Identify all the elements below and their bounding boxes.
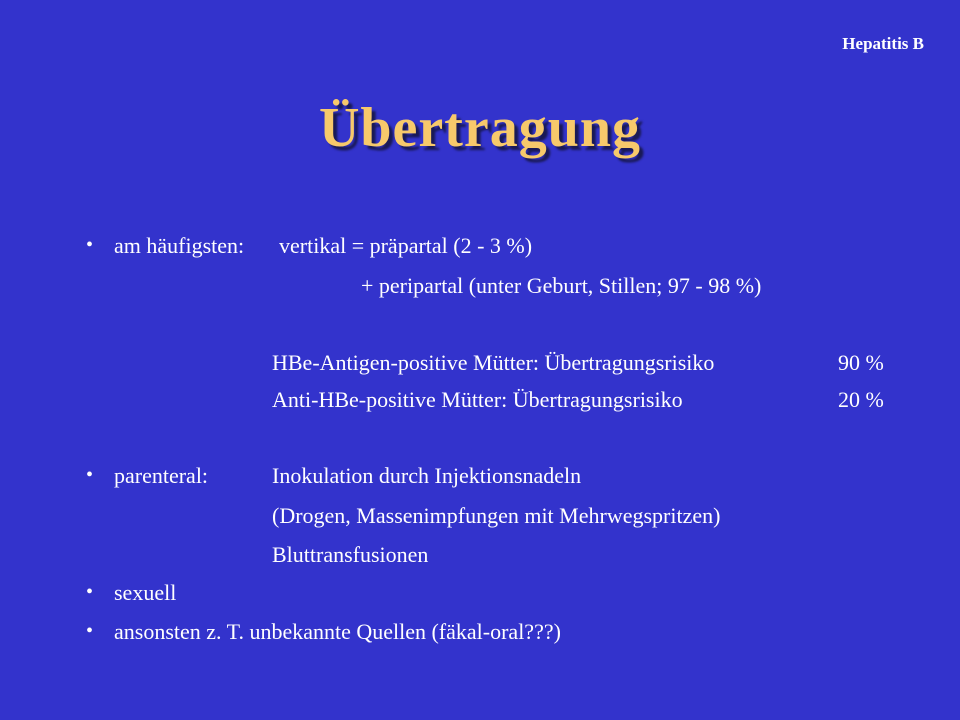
- bullet-2-line: (Drogen, Massenimpfungen mit Mehrwegspritzen): [272, 503, 721, 528]
- bullet-1-label: am häufigsten:: [114, 233, 245, 258]
- risk-row-value: 20 %: [838, 387, 884, 412]
- bullet-2-label: parenteral:: [114, 463, 209, 488]
- bullet-1-text: vertikal = präpartal (2 - 3 %): [279, 233, 533, 258]
- risk-row-label: Anti-HBe-positive Mütter: Übertragungsrisiko: [272, 387, 683, 412]
- slide-corner-label: Hepatitis B: [842, 34, 924, 53]
- bullet-3-text: sexuell: [114, 580, 177, 605]
- bullet-marker: •: [86, 581, 94, 603]
- bullet-marker: •: [86, 620, 94, 642]
- bullet-1-continuation: + peripartal (unter Geburt, Stillen; 97 - 98 %): [361, 273, 762, 298]
- bullet-2-line: Bluttransfusionen: [272, 542, 429, 567]
- bullet-marker: •: [86, 234, 94, 256]
- slide-title: Übertragung: [318, 97, 642, 159]
- bullet-marker: •: [86, 464, 94, 486]
- bullet-4-text: ansonsten z. T. unbekannte Quellen (fäkal-oral???): [114, 619, 561, 644]
- risk-row-label: HBe-Antigen-positive Mütter: Übertragungsrisiko: [272, 350, 715, 375]
- bullet-2-line: Inokulation durch Injektionsnadeln: [272, 463, 582, 488]
- risk-row-value: 90 %: [838, 350, 884, 375]
